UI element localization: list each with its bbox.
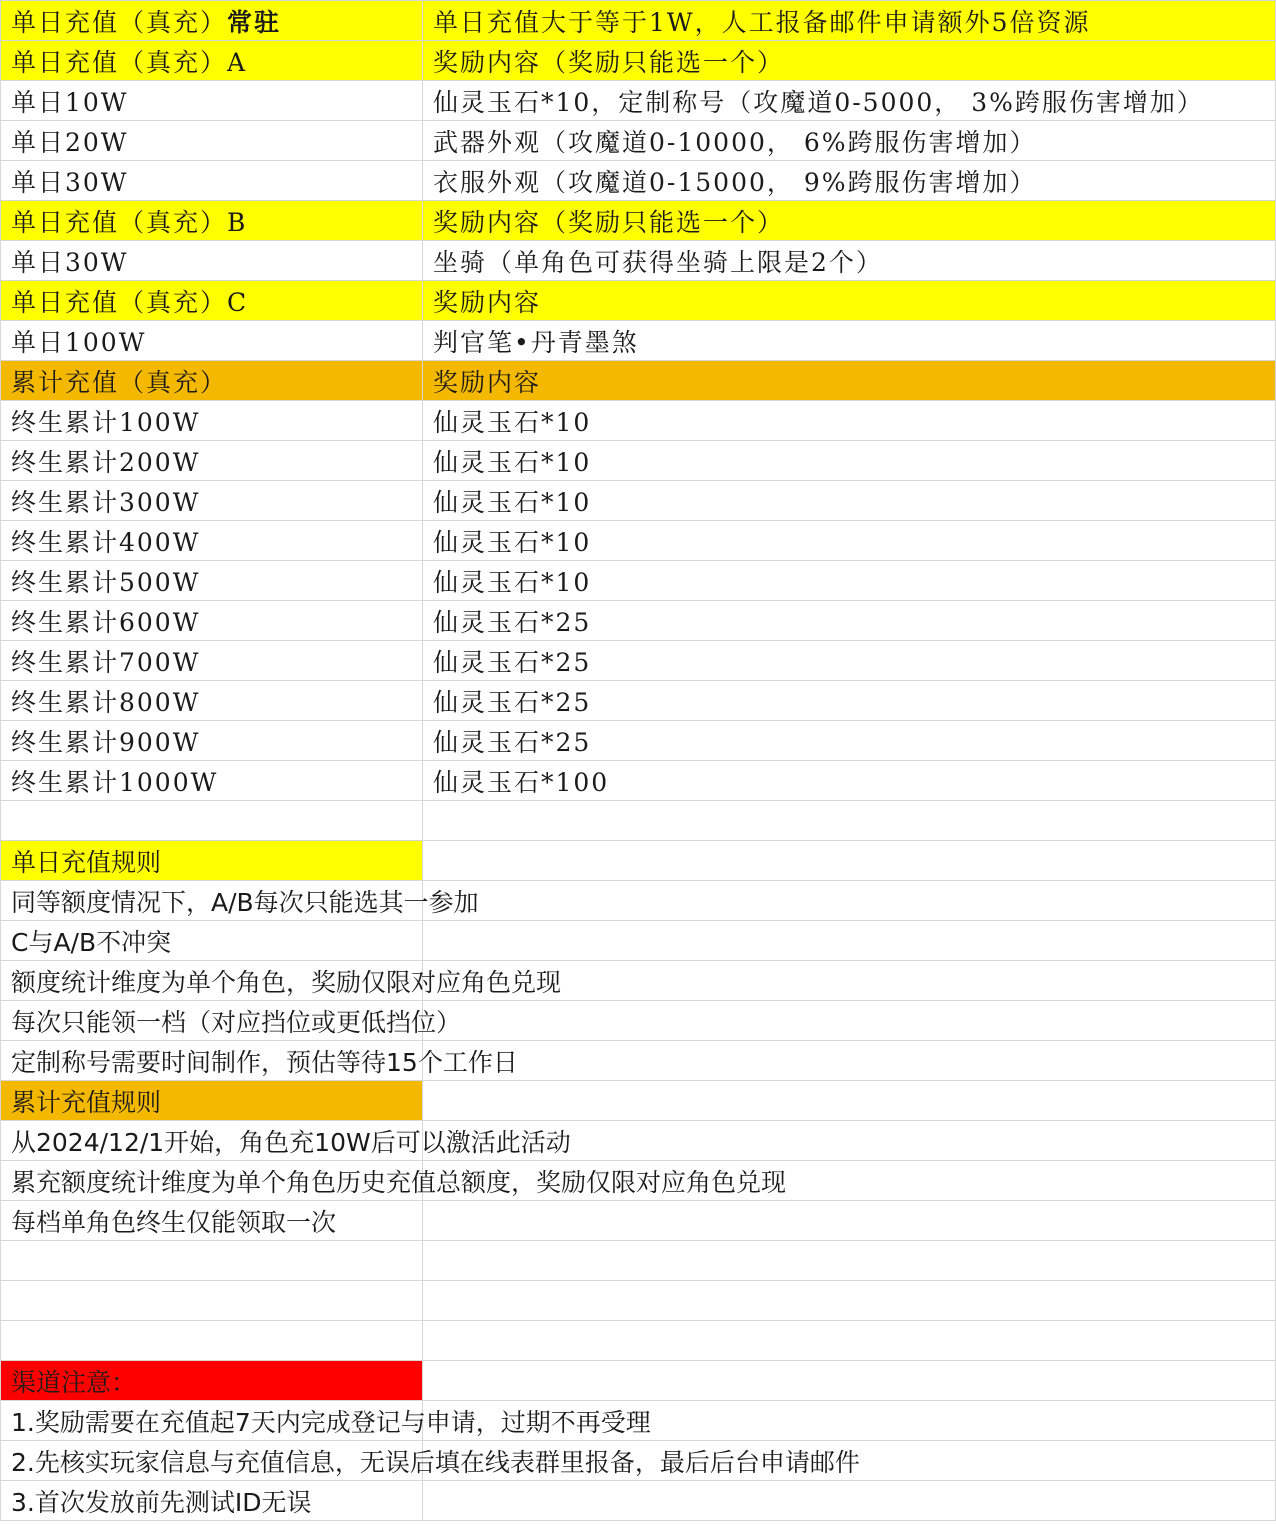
- empty-cell[interactable]: [423, 1041, 1276, 1080]
- cumulative-reward[interactable]: 仙灵玉石*10: [423, 481, 1276, 520]
- rule-row: [1, 1121, 1276, 1161]
- cumulative-reward[interactable]: 仙灵玉石*10: [423, 561, 1276, 600]
- channel-note-text: 2.先核实玩家信息与充值信息，无误后填在线表群里报备，最后后台申请邮件: [11, 1447, 860, 1477]
- rule-row: [1, 961, 1276, 1001]
- table-row: [1, 241, 1276, 281]
- cumulative-rule-text: 累充额度统计维度为单个角色历史充值总额度，奖励仅限对应角色兑现: [11, 1167, 787, 1197]
- tier-b-header-right[interactable]: 奖励内容（奖励只能选一个）: [423, 201, 1276, 240]
- single-day-rule[interactable]: [1, 1041, 518, 1080]
- single-day-rule-text: 每次只能领一档（对应挡位或更低挡位）: [11, 1007, 462, 1037]
- empty-row: [1, 1241, 1276, 1281]
- cumulative-rule[interactable]: [1, 1201, 423, 1240]
- table-row: [1, 761, 1276, 801]
- tier-a-reward[interactable]: 衣服外观（攻魔道0-15000， 9%跨服伤害增加）: [423, 161, 1276, 200]
- cumulative-amount[interactable]: 终生累计400W: [1, 521, 423, 560]
- rule-row: [1, 1201, 1276, 1241]
- empty-cell[interactable]: [423, 1361, 1276, 1400]
- tier-a-reward[interactable]: 仙灵玉石*10，定制称号（攻魔道0-5000， 3%跨服伤害增加）: [423, 81, 1276, 120]
- cumulative-amount[interactable]: 终生累计900W: [1, 721, 423, 760]
- row-cumulative-header: [1, 361, 1276, 401]
- tier-b-amount[interactable]: 单日30W: [1, 241, 423, 280]
- tier-b-header-left[interactable]: 单日充值（真充）B: [1, 201, 423, 240]
- table-row: [1, 521, 1276, 561]
- tier-c-header-left[interactable]: 单日充值（真充）C: [1, 281, 423, 320]
- tier-a-amount[interactable]: 单日20W: [1, 121, 423, 160]
- tier-a-amount[interactable]: 单日30W: [1, 161, 423, 200]
- empty-cell[interactable]: [423, 921, 1276, 960]
- table-row: [1, 561, 1276, 601]
- empty-cell[interactable]: [1, 1241, 423, 1280]
- channel-note[interactable]: [1, 1481, 423, 1520]
- cumulative-header-right[interactable]: 奖励内容: [423, 361, 1276, 400]
- channel-note-text: 1.奖励需要在充值起7天内完成登记与申请，过期不再受理: [11, 1407, 651, 1437]
- empty-cell[interactable]: [1, 801, 423, 840]
- empty-cell[interactable]: [423, 1321, 1276, 1360]
- single-day-rule[interactable]: [1, 961, 562, 1000]
- cumulative-amount[interactable]: 终生累计200W: [1, 441, 423, 480]
- tier-c-reward[interactable]: 判官笔•丹青墨煞: [423, 321, 1276, 360]
- table-row: [1, 401, 1276, 441]
- single-day-rule[interactable]: [1, 881, 479, 920]
- cumulative-rules-title[interactable]: 累计充值规则: [1, 1081, 423, 1120]
- note-row: [1, 1441, 1276, 1481]
- table-row: [1, 481, 1276, 521]
- note-row: [1, 1481, 1276, 1521]
- empty-cell[interactable]: [423, 1081, 1276, 1120]
- empty-cell[interactable]: [423, 841, 1276, 880]
- tier-b-reward[interactable]: 坐骑（单角色可获得坐骑上限是2个）: [423, 241, 1276, 280]
- table-row: [1, 601, 1276, 641]
- rule-row: [1, 1041, 1276, 1081]
- row-cumulative-rules-title: [1, 1081, 1276, 1121]
- cumulative-rule-text: 每档单角色终生仅能领取一次: [11, 1207, 337, 1237]
- table-row: [1, 641, 1276, 681]
- cumulative-reward[interactable]: 仙灵玉石*25: [423, 681, 1276, 720]
- tier-c-amount[interactable]: 单日100W: [1, 321, 423, 360]
- empty-cell[interactable]: [423, 881, 1276, 920]
- table-row: [1, 161, 1276, 201]
- cumulative-amount[interactable]: 终生累计700W: [1, 641, 423, 680]
- cell-standing-label[interactable]: [1, 1, 423, 40]
- cumulative-reward[interactable]: 仙灵玉石*25: [423, 601, 1276, 640]
- empty-row: [1, 801, 1276, 841]
- channel-note[interactable]: [1, 1401, 651, 1440]
- channel-note[interactable]: [1, 1441, 860, 1480]
- tier-a-header-left[interactable]: 单日充值（真充）A: [1, 41, 423, 80]
- cumulative-reward[interactable]: 仙灵玉石*100: [423, 761, 1276, 800]
- single-day-rule[interactable]: [1, 921, 423, 960]
- standing-label-text: 单日充值（真充）: [11, 7, 228, 37]
- empty-row: [1, 1281, 1276, 1321]
- cumulative-amount[interactable]: 终生累计500W: [1, 561, 423, 600]
- cumulative-amount[interactable]: 终生累计600W: [1, 601, 423, 640]
- cumulative-amount[interactable]: 终生累计1000W: [1, 761, 423, 800]
- empty-cell[interactable]: [423, 1481, 1276, 1520]
- single-day-rules-title[interactable]: 单日充值规则: [1, 841, 423, 880]
- rule-row: [1, 1161, 1276, 1201]
- rule-row: [1, 1001, 1276, 1041]
- empty-cell[interactable]: [1, 1321, 423, 1360]
- cumulative-rule[interactable]: [1, 1161, 787, 1200]
- empty-cell[interactable]: [423, 1201, 1276, 1240]
- empty-cell[interactable]: [423, 1241, 1276, 1280]
- tier-a-header-right[interactable]: 奖励内容（奖励只能选一个）: [423, 41, 1276, 80]
- channel-note-text: 3.首次发放前先测试ID无误: [11, 1487, 312, 1517]
- single-day-rule-text: C与A/B不冲突: [11, 927, 172, 957]
- cumulative-reward[interactable]: 仙灵玉石*10: [423, 521, 1276, 560]
- note-row: [1, 1401, 1276, 1441]
- table-row: [1, 81, 1276, 121]
- cumulative-header-left[interactable]: 累计充值（真充）: [1, 361, 423, 400]
- table-row: [1, 681, 1276, 721]
- empty-cell[interactable]: [1, 1281, 423, 1320]
- table-row: [1, 321, 1276, 361]
- cumulative-reward[interactable]: 仙灵玉石*10: [423, 401, 1276, 440]
- standing-label-bold: 常驻: [227, 7, 282, 37]
- cumulative-rule[interactable]: [1, 1121, 571, 1160]
- rule-row: [1, 881, 1276, 921]
- single-day-rule-text: 额度统计维度为单个角色，奖励仅限对应角色兑现: [11, 967, 562, 997]
- row-channel-notes-title: [1, 1361, 1276, 1401]
- empty-cell[interactable]: [423, 1281, 1276, 1320]
- cumulative-reward[interactable]: 仙灵玉石*25: [423, 641, 1276, 680]
- rule-row: [1, 921, 1276, 961]
- row-tier-c-header: [1, 281, 1276, 321]
- cumulative-reward[interactable]: 仙灵玉石*10: [423, 441, 1276, 480]
- cell-standing-desc[interactable]: 单日充值大于等于1W，人工报备邮件申请额外5倍资源: [423, 1, 1276, 40]
- row-tier-b-header: [1, 201, 1276, 241]
- table-row: [1, 721, 1276, 761]
- table-row: [1, 121, 1276, 161]
- cumulative-reward[interactable]: 仙灵玉石*25: [423, 721, 1276, 760]
- cumulative-amount[interactable]: 终生累计800W: [1, 681, 423, 720]
- single-day-rule[interactable]: [1, 1001, 462, 1040]
- row-standing: [1, 1, 1276, 41]
- cumulative-amount[interactable]: 终生累计100W: [1, 401, 423, 440]
- empty-cell[interactable]: [423, 801, 1276, 840]
- table-row: [1, 441, 1276, 481]
- tier-c-header-right[interactable]: 奖励内容: [423, 281, 1276, 320]
- empty-row: [1, 1321, 1276, 1361]
- cumulative-amount[interactable]: 终生累计300W: [1, 481, 423, 520]
- single-day-rule-text: 定制称号需要时间制作，预估等待15个工作日: [11, 1047, 518, 1077]
- empty-cell[interactable]: [423, 1001, 1276, 1040]
- cumulative-rule-text: 从2024/12/1开始，角色充10W后可以激活此活动: [11, 1127, 571, 1157]
- row-single-day-rules-title: [1, 841, 1276, 881]
- row-tier-a-header: [1, 41, 1276, 81]
- tier-a-amount[interactable]: 单日10W: [1, 81, 423, 120]
- tier-a-reward[interactable]: 武器外观（攻魔道0-10000， 6%跨服伤害增加）: [423, 121, 1276, 160]
- channel-notes-title[interactable]: 渠道注意：: [1, 1361, 423, 1400]
- single-day-rule-text: 同等额度情况下，A/B每次只能选其一参加: [11, 887, 479, 917]
